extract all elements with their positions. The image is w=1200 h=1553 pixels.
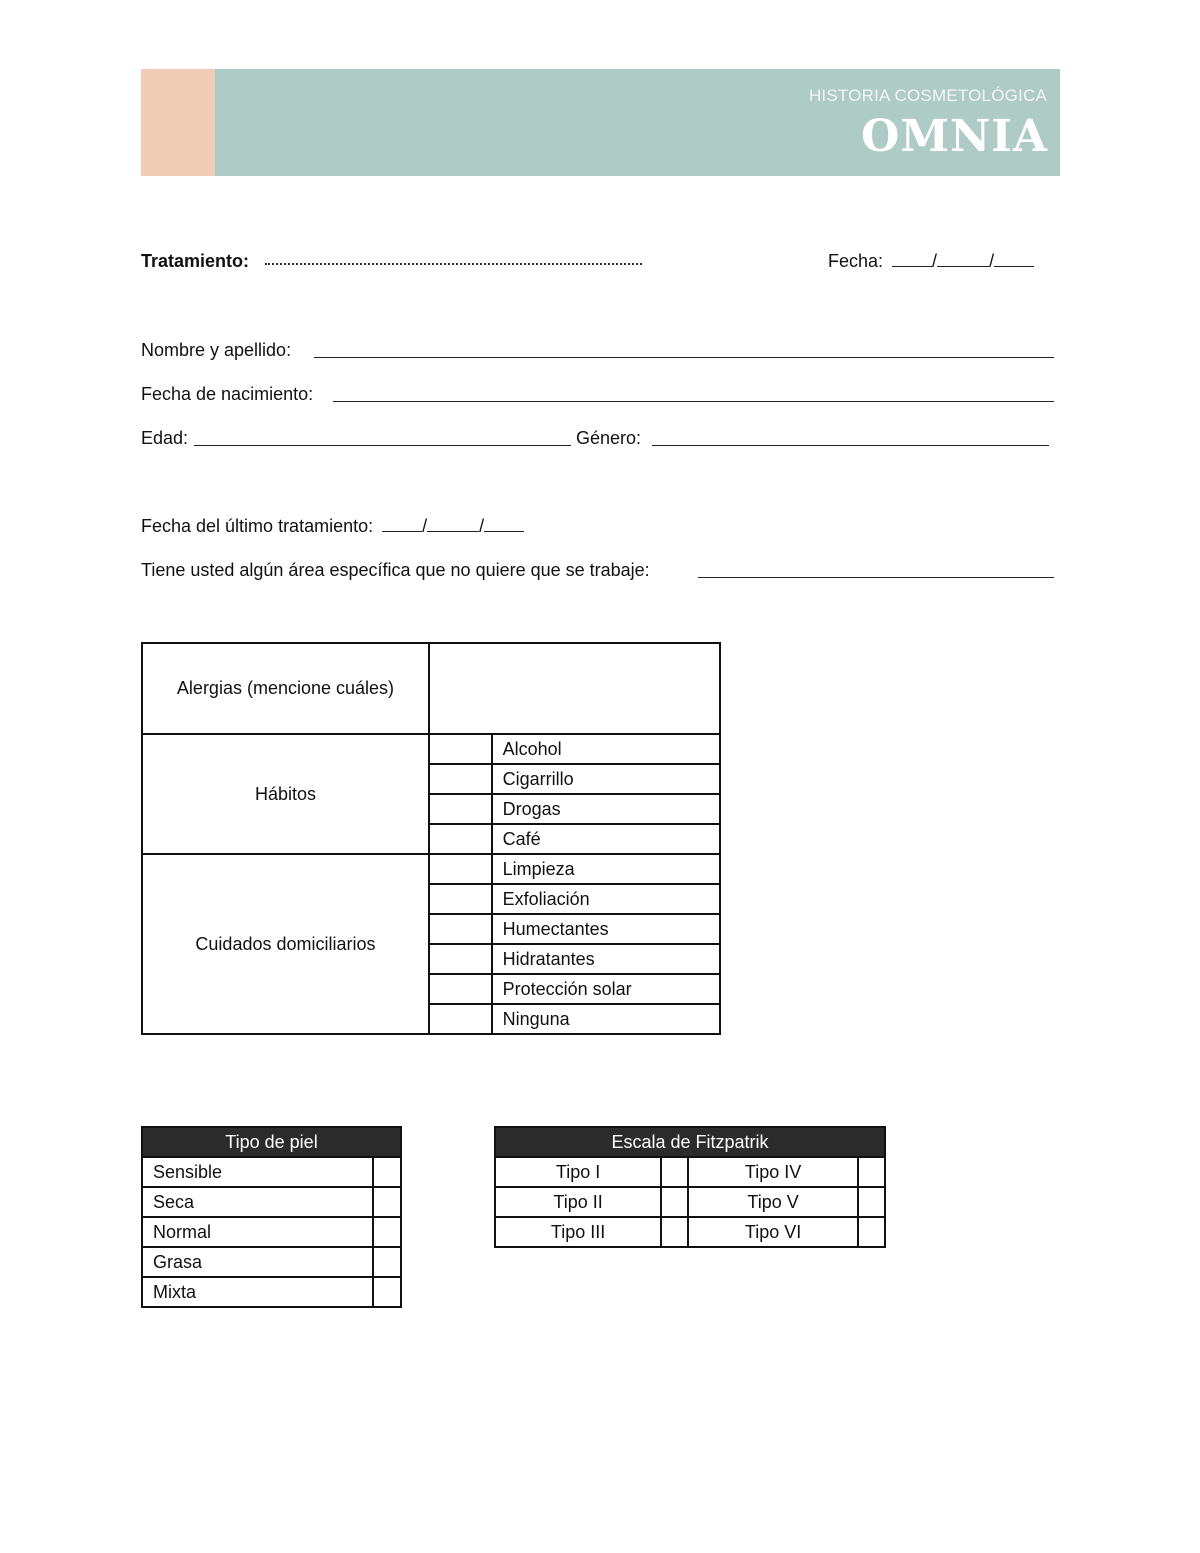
cuidados-label: Cuidados domiciliarios [142,854,429,1034]
cuidado-option: Limpieza [492,854,720,884]
nombre-label: Nombre y apellido: [141,340,292,360]
fitzpatrick-option: Tipo VI [688,1217,858,1247]
cuidado-checkbox[interactable] [429,974,492,1004]
cuidado-option: Ninguna [492,1004,720,1034]
fecha-day-field[interactable] [892,250,932,267]
header-accent-block [141,69,215,176]
date-separator: / [422,516,428,536]
skin-type-option: Normal [142,1217,373,1247]
fitzpatrick-header: Escala de Fitzpatrik [495,1127,885,1157]
fecha-row [828,250,1034,272]
nacimiento-label: Fecha de nacimiento: [141,384,314,404]
fitzpatrick-checkbox[interactable] [858,1217,885,1247]
date-separator: / [932,251,938,271]
ultimo-year-field[interactable] [484,515,524,532]
ultimo-day-field[interactable] [382,515,422,532]
habito-option: Café [492,824,720,854]
skin-type-option: Grasa [142,1247,373,1277]
habito-option: Cigarrillo [492,764,720,794]
genero-field[interactable] [652,445,1049,446]
ultimo-tratamiento-row [141,515,524,537]
header-title: OMNIA [861,111,1048,162]
habito-checkbox[interactable] [429,764,492,794]
cuidado-option: Hidratantes [492,944,720,974]
habito-option: Drogas [492,794,720,824]
habitos-label: Hábitos [142,734,429,854]
date-separator: / [479,516,485,536]
genero-label: Género: [576,428,642,448]
fitzpatrick-checkbox[interactable] [661,1157,688,1187]
habito-checkbox[interactable] [429,824,492,854]
habito-checkbox[interactable] [429,734,492,764]
cuidado-checkbox[interactable] [429,944,492,974]
fitzpatrick-option: Tipo I [495,1157,661,1187]
ultimo-month-field[interactable] [427,515,479,532]
area-especifica-label: Tiene usted algún área específica que no quiere que se trabaje: [141,560,650,580]
skin-type-table [141,1126,402,1308]
fitzpatrick-option: Tipo III [495,1217,661,1247]
edad-field[interactable] [194,445,571,446]
skin-type-checkbox[interactable] [373,1157,401,1187]
header-subtitle: HISTORIA COSMETOLÓGICA [808,86,1047,105]
fitzpatrick-option: Tipo II [495,1187,661,1217]
fecha-label: Fecha: [828,251,884,271]
alergias-label: Alergias (mencione cuáles) [142,643,429,734]
fecha-year-field[interactable] [994,250,1034,267]
cuidado-checkbox[interactable] [429,884,492,914]
cuidado-checkbox[interactable] [429,854,492,884]
nombre-field[interactable] [314,357,1054,358]
habito-option: Alcohol [492,734,720,764]
ultimo-tratamiento-label: Fecha del último tratamiento: [141,516,374,536]
skin-type-checkbox[interactable] [373,1247,401,1277]
habito-checkbox[interactable] [429,794,492,824]
tratamiento-label: Tratamiento: [141,251,250,271]
alergias-input-cell[interactable] [429,643,720,734]
date-separator: / [989,251,995,271]
habits-care-table [141,642,721,1035]
skin-type-checkbox[interactable] [373,1217,401,1247]
cuidado-option: Humectantes [492,914,720,944]
fitzpatrick-option: Tipo V [688,1187,858,1217]
nacimiento-field[interactable] [333,401,1054,402]
skin-type-checkbox[interactable] [373,1277,401,1307]
skin-type-option: Mixta [142,1277,373,1307]
cuidado-checkbox[interactable] [429,914,492,944]
cuidado-option: Protección solar [492,974,720,1004]
fecha-month-field[interactable] [937,250,989,267]
skin-type-option: Seca [142,1187,373,1217]
skin-type-header: Tipo de piel [142,1127,401,1157]
cuidado-checkbox[interactable] [429,1004,492,1034]
area-especifica-field[interactable] [698,577,1054,578]
tratamiento-field[interactable] [265,263,642,265]
fitzpatrick-checkbox[interactable] [661,1187,688,1217]
skin-type-checkbox[interactable] [373,1187,401,1217]
fitzpatrick-checkbox[interactable] [858,1187,885,1217]
fitzpatrick-table [494,1126,886,1248]
edad-label: Edad: [141,428,189,448]
cuidado-option: Exfoliación [492,884,720,914]
skin-type-option: Sensible [142,1157,373,1187]
fitzpatrick-option: Tipo IV [688,1157,858,1187]
fitzpatrick-checkbox[interactable] [661,1217,688,1247]
fitzpatrick-checkbox[interactable] [858,1157,885,1187]
